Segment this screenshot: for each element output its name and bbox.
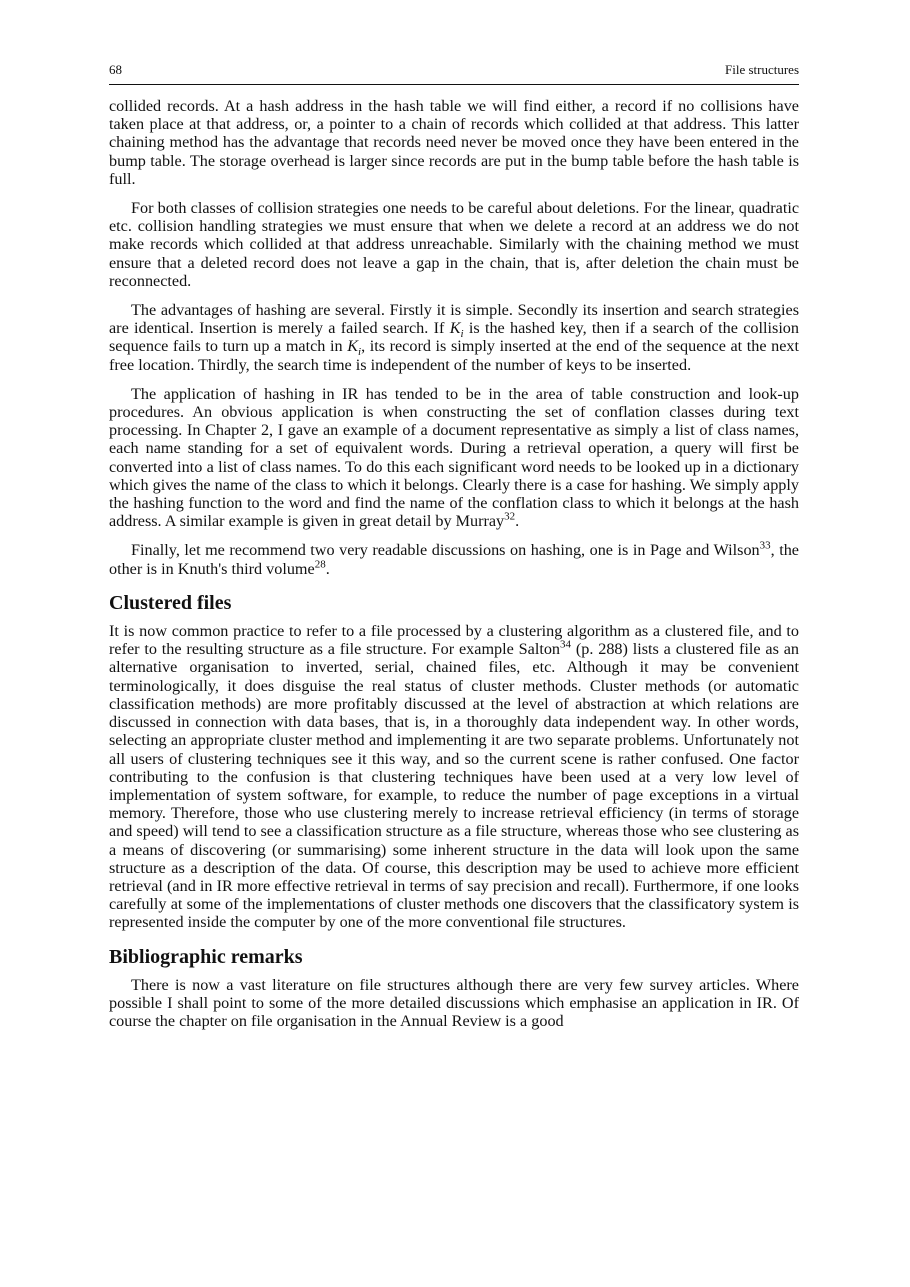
citation-ref: 34 (560, 638, 572, 651)
text-run: . (515, 512, 520, 531)
citation-ref: 32 (504, 510, 516, 523)
paragraph-recommend (109, 541, 799, 577)
text-run: . (325, 559, 330, 578)
text-run: , the other is in Knuth's third volume (109, 541, 799, 578)
text-run: The advantages of hashing are several. Firstly it is simple. Secondly its insertion and search strategies are identical. Insertion is merely a failed search. If (109, 301, 799, 338)
math-key: $K_i$ (449, 319, 464, 341)
text-run: Finally, let me recommend two very readable discussions on hashing, one is in Page and Wilson (131, 541, 760, 560)
text-run: The application of hashing in IR has tended to be in the area of table construction and look-up procedures. An obvious application is when constructing the set of conflation classes during text processing. In Chapter 2, I gave an example of a document representative as simply a list of class names, each name standing for a set of equivalent words. During a retrieval operation, a query will first be converted into a list of class names. To do this each significant word needs to be looked up in a dictionary which gives the name of the class to which it belongs. Clearly there is a case for hashing. We simply apply the hashing function to the word and find the name of the conflation class to which it belongs at the hash address. A similar example is given in great detail by Murray (109, 384, 799, 531)
section-heading-bibliographic-remarks: Bibliographic remarks (109, 945, 303, 968)
text-run: It is now common practice to refer to a file processed by a clustering algorithm as a clustered file, and to refer to the resulting structure as a file structure. For example Salton (109, 622, 799, 659)
running-header (109, 62, 799, 85)
page-number: 68 (109, 62, 122, 77)
paragraph-collided-records: collided records. At a hash address in the hash table we will find either, a record if no collisions have taken place at that address, or, a pointer to a chain of records which collided at that address. This latter chaining method has the advantage that records need never be moved once they have been entered in the bump table. The storage overhead is larger since records are put in the bump table before the hash table is full. (109, 97, 799, 188)
running-title: File structures (724, 62, 799, 77)
text-run: (p. 288) lists a clustered file as an alternative organisation to inverted, serial, chained files, etc. Although it may be convenient terminologically, it does disguise the real status of cluster methods. Cluster methods (or automatic classification methods) are more profitably discussed at the level of abstraction at which relations are discussed in connection with data bases, that is, in a thoroughly data independent way. In other words, selecting an appropriate cluster method and implementing it are two separate problems. Unfortunately not all users of clustering techniques see it this way, and so the current scene is rather confused. One factor contributing to the confusion is that clustering techniques have been used at a very low level of implementation of system software, for example, to reduce the number of page exceptions in a virtual memory. Therefore, those who use clustering merely to increase retrieval efficiency (in terms of storage and speed) will tend to see a classification structure as a file structure, whereas those who see clustering as a means of discovering (or summarising) some inherent structure in the data will look upon the same structure as a description of the data. Of course, this description may be used to achieve more efficient retrieval (and in IR more effective retrieval in terms of say precision and recall). Furthermore, if one looks carefully at some of the implementations of cluster methods one discovers that the classificatory system is represented inside the computer by one of the more conventional file structures. (109, 640, 799, 932)
citation-ref: 28 (314, 558, 326, 571)
paragraph-deletions: For both classes of collision strategies one needs to be careful about deletions. For the linear, quadratic etc. collision handling strategies we must ensure that when we delete a record at an address we do not make records which collided at that address unreachable. Similarly with the chaining method we must ensure that a deleted record does not leave a gap in the chain, that is, after deletion the chain must be reconnected. (109, 199, 799, 290)
paragraph-application (109, 385, 799, 531)
text-run: , its record is simply inserted at the end of the sequence at the next free location. Thirdly, the search time is independent of the number of keys to be inserted. (109, 337, 800, 374)
paragraph-clustered-files (109, 622, 799, 931)
text-run: is the hashed key, then if a search of the collision sequence fails to turn up a match in (109, 319, 799, 356)
paragraph-bibliographic: There is now a vast literature on file structures although there are very few survey articles. Where possible I shall point to some of the more detailed discussions which emphasise an application in IR. Of course the chapter on file organisation in the Annual Review is a good (109, 975, 799, 1031)
body-text (109, 97, 799, 1030)
document-page (109, 62, 799, 1041)
paragraph-advantages (109, 301, 799, 374)
math-key: $K_i$ (347, 337, 362, 359)
citation-ref: 33 (759, 540, 771, 553)
section-heading-clustered-files: Clustered files (109, 591, 232, 614)
